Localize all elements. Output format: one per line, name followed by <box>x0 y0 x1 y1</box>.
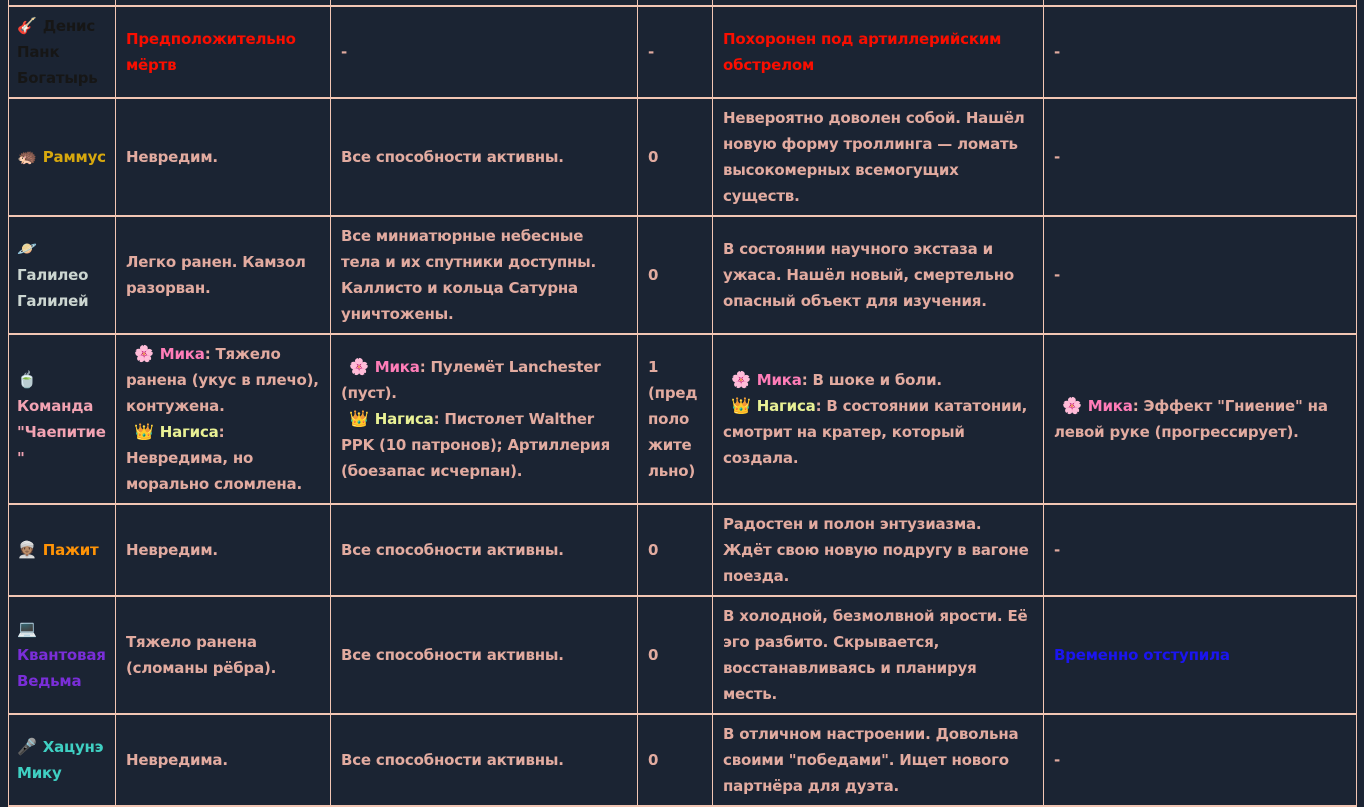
cell-line <box>723 105 1033 209</box>
character-name: Хацунэ Мику <box>17 738 104 782</box>
cell-text: - <box>1054 541 1061 559</box>
cell-line <box>126 144 320 170</box>
table-row <box>9 504 1357 596</box>
cell-line <box>648 262 702 288</box>
count-cell <box>638 596 713 714</box>
character-name: Денис Панк Богатырь <box>17 17 98 87</box>
character-name-cell <box>9 596 116 714</box>
cell-text: : Пистолет Walther PPK (10 патронов); Артиллерия (боезапас исчерпан). <box>341 410 611 480</box>
cell-line <box>648 39 702 65</box>
cell-line <box>1054 393 1346 445</box>
cell-line <box>723 393 1033 471</box>
cell-line <box>341 144 627 170</box>
cell-text: - <box>648 43 655 61</box>
cell-line <box>126 341 320 419</box>
count-cell <box>638 216 713 334</box>
cell-line <box>648 642 702 668</box>
cell-line <box>126 26 320 78</box>
table-row <box>9 714 1357 806</box>
cell-line <box>1054 642 1346 668</box>
cherry-blossom-icon: 🌸 <box>134 344 154 363</box>
cell-text: Невероятно доволен собой. Нашёл новую форму троллинга — ломать высокомерных всемогущих существ. <box>723 109 1025 205</box>
cell-line <box>126 419 320 497</box>
count-cell <box>638 504 713 596</box>
count-cell <box>638 334 713 504</box>
cell-text: Невредима. <box>126 751 228 769</box>
cell-text: : Эффект "Гниение" на левой руке (прогрессирует). <box>1054 397 1328 441</box>
character-name-cell <box>9 216 116 334</box>
sub-character-name: Мика <box>159 345 205 363</box>
cell-text: : Пулемёт Lanchester (пуст). <box>341 358 601 402</box>
table-row <box>9 596 1357 714</box>
hedgehog-icon: 🦔 <box>17 147 37 166</box>
cell-line <box>648 747 702 773</box>
cell-line <box>1054 262 1346 288</box>
character-name: Раммус <box>42 148 106 166</box>
cell-line <box>341 223 627 327</box>
status-cell <box>116 714 331 806</box>
cherry-blossom-icon: 🌸 <box>1062 396 1082 415</box>
abilities-cell <box>331 504 638 596</box>
character-name: Квантовая Ведьма <box>17 646 106 690</box>
mood-cell <box>713 216 1044 334</box>
cell-text: Все миниатюрные небесные тела и их спутники доступны. Каллисто и кольца Сатурна уничтожены. <box>341 227 597 323</box>
crown-icon: 👑 <box>134 422 154 441</box>
cell-line <box>341 537 627 563</box>
cell-text: : В шоке и боли. <box>801 371 942 389</box>
table-row <box>9 334 1357 504</box>
laptop-icon: 💻 <box>17 619 37 638</box>
cell-text: Тяжело ранена (сломаны рёбра). <box>126 633 277 677</box>
cell-line <box>341 354 627 406</box>
character-name: Галилео Галилей <box>17 266 89 310</box>
mood-cell <box>713 334 1044 504</box>
cell-text: 1 (предположительно) <box>648 358 698 480</box>
sub-character-name: Нагиса <box>756 397 816 415</box>
sub-character-name: Мика <box>756 371 802 389</box>
cell-text: - <box>1054 148 1061 166</box>
cell-line <box>126 629 320 681</box>
cell-text: 0 <box>648 148 659 166</box>
abilities-cell <box>331 216 638 334</box>
status-cell <box>116 216 331 334</box>
table-row <box>9 6 1357 98</box>
count-cell <box>638 714 713 806</box>
cell-line <box>648 354 702 484</box>
cell-text: 0 <box>648 751 659 769</box>
cell-text: Легко ранен. Камзол разорван. <box>126 253 306 297</box>
cell-text: В состоянии научного экстаза и ужаса. Нашёл новый, смертельно опасный объект для изучения. <box>723 240 1014 310</box>
cell-line <box>723 721 1033 799</box>
cell-line <box>1054 39 1346 65</box>
cell-text: Похоронен под артиллерийским обстрелом <box>723 30 1002 74</box>
status-cell <box>116 98 331 216</box>
table-row <box>9 98 1357 216</box>
cell-text: 0 <box>648 266 659 284</box>
abilities-cell <box>331 596 638 714</box>
status-cell <box>116 596 331 714</box>
mood-cell <box>713 714 1044 806</box>
cell-text: В холодной, безмолвной ярости. Её эго разбито. Скрывается, восстанавливаясь и планируя месть. <box>723 607 1028 703</box>
effects-cell <box>1044 334 1357 504</box>
microphone-icon: 🎤 <box>17 737 37 756</box>
character-name-cell <box>9 334 116 504</box>
cell-line <box>341 747 627 773</box>
guitar-icon: 🎸 <box>17 16 37 35</box>
cell-text: Все способности активны. <box>341 751 564 769</box>
effects-cell <box>1044 504 1357 596</box>
abilities-cell <box>331 98 638 216</box>
character-name: Пажит <box>42 541 99 559</box>
cell-text: : В состоянии кататонии, смотрит на кратер, который создала. <box>723 397 1028 467</box>
table-row <box>9 216 1357 334</box>
abilities-cell <box>331 334 638 504</box>
cell-line <box>723 511 1033 589</box>
effects-cell <box>1044 6 1357 98</box>
status-table <box>8 0 1357 807</box>
cell-line <box>341 39 627 65</box>
cell-text: 0 <box>648 541 659 559</box>
sub-character-name: Нагиса <box>159 423 219 441</box>
cell-text: Все способности активны. <box>341 646 564 664</box>
cell-text: Радостен и полон энтузиазма. Ждёт свою новую подругу в вагоне поезда. <box>723 515 1029 585</box>
character-name-cell <box>9 714 116 806</box>
abilities-cell <box>331 714 638 806</box>
sub-character-name: Мика <box>1087 397 1133 415</box>
cell-text: : Невредима, но морально сломлена. <box>126 423 302 493</box>
effects-cell <box>1044 98 1357 216</box>
effects-cell <box>1044 714 1357 806</box>
cell-text: Все способности активны. <box>341 148 564 166</box>
cell-line <box>648 537 702 563</box>
cell-text: - <box>1054 43 1061 61</box>
person-turban-icon: 👳🏽 <box>17 540 37 559</box>
character-name: Команда "Чаепитие" <box>17 397 106 467</box>
status-cell <box>116 504 331 596</box>
cell-line <box>723 26 1033 78</box>
cell-text: Невредим. <box>126 148 218 166</box>
character-name-cell <box>9 6 116 98</box>
cell-line <box>341 406 627 484</box>
cell-line <box>126 537 320 563</box>
cell-line <box>126 249 320 301</box>
crown-icon: 👑 <box>349 409 369 428</box>
crown-icon: 👑 <box>731 396 751 415</box>
cell-text: - <box>1054 266 1061 284</box>
cell-text: Невредим. <box>126 541 218 559</box>
cell-text: - <box>1054 751 1061 769</box>
page <box>8 0 1357 807</box>
mood-cell <box>713 504 1044 596</box>
cell-line <box>723 367 1033 393</box>
cell-line <box>1054 747 1346 773</box>
cell-text: 0 <box>648 646 659 664</box>
cell-text: - <box>341 43 348 61</box>
cell-text: В отличном настроении. Довольна своими "победами". Ищет нового партнёра для дуэта. <box>723 725 1019 795</box>
status-cell <box>116 334 331 504</box>
mood-cell <box>713 6 1044 98</box>
cell-line <box>1054 144 1346 170</box>
ringed-planet-icon: 🪐 <box>17 239 37 258</box>
effects-cell <box>1044 216 1357 334</box>
cherry-blossom-icon: 🌸 <box>349 357 369 376</box>
abilities-cell <box>331 6 638 98</box>
character-name-cell <box>9 98 116 216</box>
sub-character-name: Нагиса <box>374 410 434 428</box>
sub-character-name: Мика <box>374 358 420 376</box>
mood-cell <box>713 98 1044 216</box>
cell-line <box>723 603 1033 707</box>
teacup-icon: 🍵 <box>17 370 37 389</box>
cell-line <box>126 747 320 773</box>
cell-line <box>648 144 702 170</box>
cell-line <box>1054 537 1346 563</box>
character-name-cell <box>9 504 116 596</box>
status-cell <box>116 6 331 98</box>
cell-text: Предположительно мёртв <box>126 30 296 74</box>
cell-text: Все способности активны. <box>341 541 564 559</box>
cell-line <box>723 236 1033 314</box>
cell-text: : Тяжело ранена (укус в плечо), контужена. <box>126 345 319 415</box>
effects-cell <box>1044 596 1357 714</box>
count-cell <box>638 98 713 216</box>
cherry-blossom-icon: 🌸 <box>731 370 751 389</box>
count-cell <box>638 6 713 98</box>
cell-text: Временно отступила <box>1054 646 1230 664</box>
cell-line <box>341 642 627 668</box>
mood-cell <box>713 596 1044 714</box>
